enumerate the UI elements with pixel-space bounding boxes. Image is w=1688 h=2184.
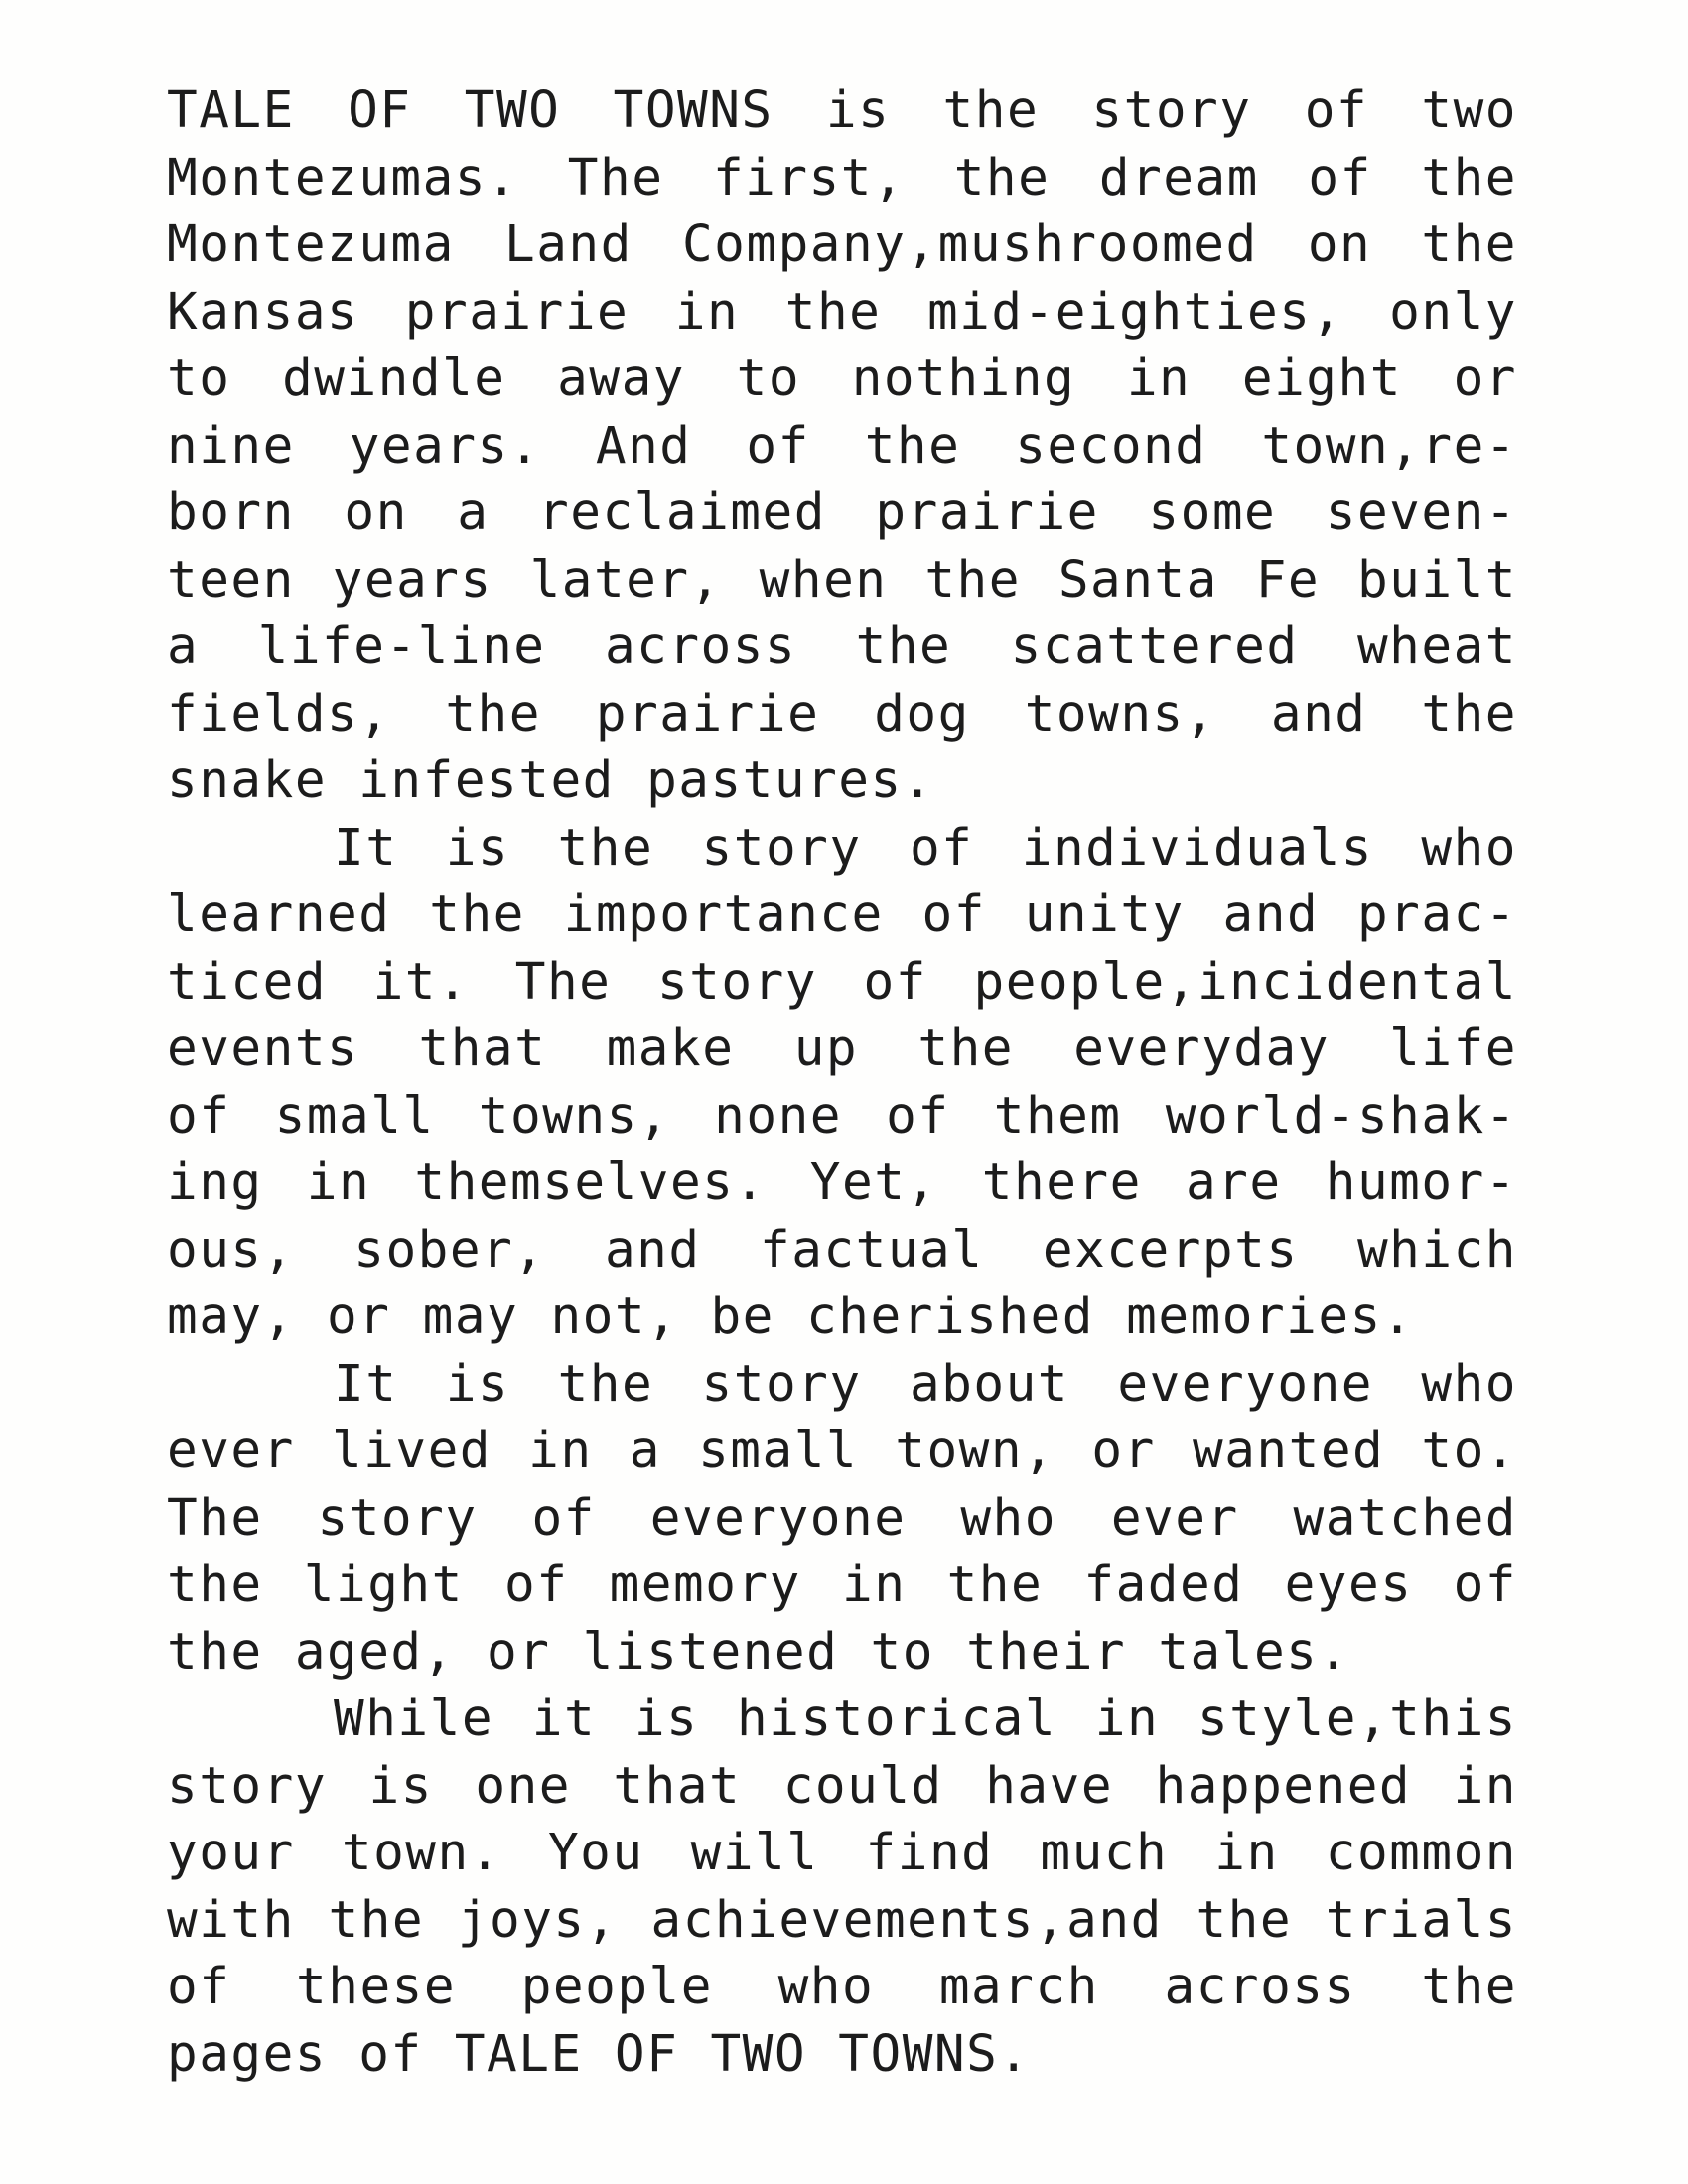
text-line: nine years. And of the second town,re- <box>167 416 1517 476</box>
text-line: It is the story about everyone who <box>334 1354 1517 1414</box>
text-line: of these people who march across the <box>167 1958 1517 2016</box>
text-line: to dwindle away to nothing in eight or <box>167 349 1517 408</box>
text-line: fields, the prairie dog towns, and the <box>167 684 1517 744</box>
text-line: the aged, or listened to their tales. <box>167 1622 1350 1682</box>
text-line: story is one that could have happened in <box>167 1756 1517 1816</box>
text-line: Montezuma Land Company,mushroomed on the <box>167 215 1517 274</box>
text-line: a life-line across the scattered wheat <box>167 617 1517 676</box>
text-line: It is the story of individuals who <box>334 818 1517 878</box>
text-line: teen years later, when the Santa Fe built <box>167 550 1517 610</box>
text-line: pages of TALE OF TWO TOWNS. <box>167 2024 1031 2084</box>
text-line: Kansas prairie in the mid-eighties, only <box>167 282 1517 341</box>
paragraph-2 <box>167 815 1517 1351</box>
typewritten-text <box>167 77 1517 2088</box>
paragraph-1 <box>167 77 1517 815</box>
text-line: ticed it. The story of people,incidental <box>167 952 1517 1012</box>
text-line: the light of memory in the faded eyes of <box>167 1556 1517 1614</box>
paragraph-4 <box>167 1686 1517 2088</box>
text-line: born on a reclaimed prairie some seven- <box>167 483 1517 542</box>
text-line: ous, sober, and factual excerpts which <box>167 1220 1517 1280</box>
text-line: While it is historical in style,this <box>334 1690 1517 1748</box>
text-line: events that make up the everyday life <box>167 1020 1517 1078</box>
text-line: learned the importance of unity and prac- <box>167 886 1517 944</box>
text-line: snake infested pastures. <box>167 751 934 810</box>
text-line: The story of everyone who ever watched <box>167 1488 1517 1548</box>
text-line: of small towns, none of them world-shak- <box>167 1086 1517 1146</box>
text-line: with the joys, achievements,and the trials <box>167 1890 1517 1950</box>
paragraph-3 <box>167 1351 1517 1687</box>
text-line: may, or may not, be cherished memories. <box>167 1288 1414 1346</box>
text-line: ing in themselves. Yet, there are humor- <box>167 1154 1517 1212</box>
text-line: ever lived in a small town, or wanted to. <box>167 1422 1517 1480</box>
text-line: Montezumas. The first, the dream of the <box>167 148 1517 207</box>
text-line: your town. You will find much in common <box>167 1824 1517 1882</box>
text-line: TALE OF TWO TOWNS is the story of two <box>167 81 1517 140</box>
